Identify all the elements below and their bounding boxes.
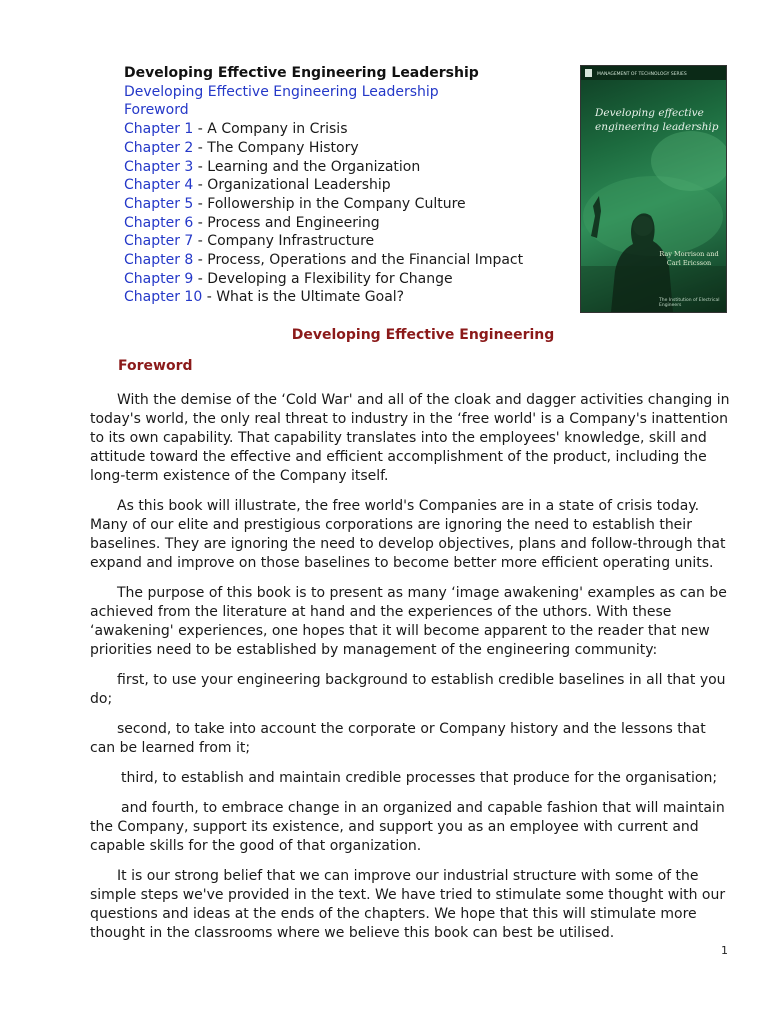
toc-title: Developing Effective Engineering Leadership (124, 65, 479, 81)
toc-item (124, 120, 523, 139)
paragraph: first, to use your engineering background to establish credible baselines in all that you do; (90, 672, 726, 707)
chapter-title: - Developing a Flexibility for Change (193, 270, 453, 287)
chapter-link[interactable]: Chapter 10 (124, 289, 203, 306)
toc-item (124, 251, 523, 270)
chapter-link[interactable]: Chapter 5 (124, 195, 194, 212)
toc-item (124, 232, 523, 251)
toc-item (124, 176, 523, 195)
paragraph: second, to take into account the corporate or Company history and the lessons that can be learned from it; (90, 721, 706, 756)
chapter-title: - Process and Engineering (193, 214, 380, 231)
chapter-link[interactable]: Chapter 8 (124, 252, 194, 269)
chapter-title: - The Company History (193, 139, 359, 156)
toc-item (124, 139, 523, 158)
page-number: 1 (721, 944, 728, 957)
chapter-title: - Organizational Leadership (193, 177, 391, 194)
paragraph: third, to establish and maintain credible processes that produce for the organisation; (121, 770, 718, 786)
cover-title: Developing effective engineering leadership (595, 107, 719, 133)
toc-item (124, 288, 523, 307)
chapter-link[interactable]: Chapter 2 (124, 139, 194, 156)
cover-series: MANAGEMENT OF TECHNOLOGY SERIES (597, 72, 687, 77)
chapter-link[interactable]: Chapter 3 (124, 158, 194, 175)
chapter-link[interactable]: Chapter 7 (124, 233, 194, 250)
paragraph: It is our strong belief that we can improve our industrial structure with some of the simple steps we've provided in the text. We have tried to stimulate some thought with our questions and ideas at the ends of the chapters. We hope that this will stimulate more thought in the classrooms where we believe this book can best be utilised. (90, 868, 726, 941)
cover-authors: Ray Morrison and Carl Ericsson (659, 250, 719, 267)
chapter-link[interactable]: Chapter 1 (124, 121, 194, 138)
chapter-link[interactable]: Chapter 4 (124, 177, 194, 194)
chapter-title: - Company Infrastructure (193, 233, 375, 250)
toc-link-foreword[interactable]: Foreword (124, 102, 189, 119)
toc-item (124, 195, 523, 214)
paragraph: and fourth, to embrace change in an organized and capable fashion that will maintain the Company, support its existence, and support you as an employee with current and capable skills for the good of that organization. (90, 800, 725, 854)
chapter-link[interactable]: Chapter 6 (124, 214, 194, 231)
table-of-contents (124, 64, 523, 307)
toc-item (124, 270, 523, 289)
chapter-title: - Process, Operations and the Financial Impact (193, 252, 524, 269)
book-cover-image (580, 65, 727, 313)
cover-artwork (581, 66, 726, 312)
paragraph: As this book will illustrate, the free world's Companies are in a state of crisis today. Many of our elite and prestigious corporations are ignoring the need to establish their baselines. They are ignoring the need to develop objectives, plans and follow-through that expand and improve on those baselines to become better more efficient operating units. (90, 498, 726, 571)
toc-item (124, 214, 523, 233)
chapter-title: - What is the Ultimate Goal? (202, 289, 405, 306)
paragraph: With the demise of the ‘Cold War' and all of the cloak and dagger activities changing in today's world, the only real threat to industry in the ‘free world' is a Company's inattention to its own capability. That capability translates into the employees' knowledge, skill and attitude toward the effective and efficient accomplishment of the product, including the long-term existence of the Company itself. (90, 392, 730, 484)
foreword-heading: Foreword (118, 358, 193, 374)
chapter-title: - A Company in Crisis (193, 121, 348, 138)
chapter-link[interactable]: Chapter 9 (124, 270, 194, 287)
paragraph: The purpose of this book is to present as many ‘image awakening' examples as can be achieved from the literature at hand and the experiences of the uthors. With these ‘awakening' experiences, one hopes that it will become apparent to the reader that new priorities need to be established by management of the engineering community: (90, 585, 727, 658)
toc-link-title[interactable]: Developing Effective Engineering Leadership (124, 83, 439, 100)
toc-item (124, 158, 523, 177)
document-heading: Developing Effective Engineering (291, 327, 555, 343)
chapter-title: - Followership in the Company Culture (193, 195, 466, 212)
cover-publisher: The Institution of Electrical Engineers (659, 298, 720, 308)
chapter-title: - Learning and the Organization (193, 158, 421, 175)
foreword-body (90, 391, 730, 954)
